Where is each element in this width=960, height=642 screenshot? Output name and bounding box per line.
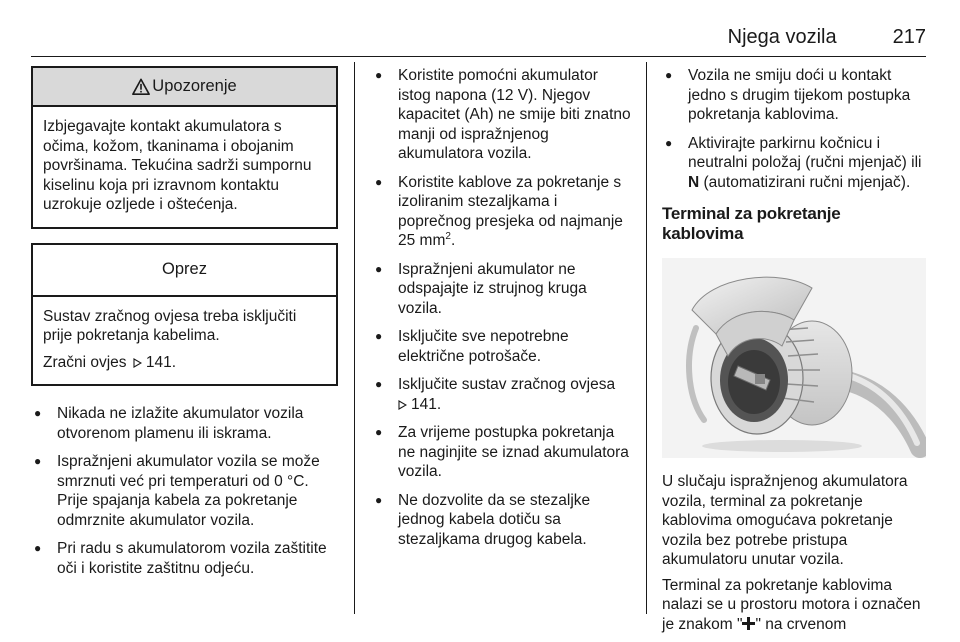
bullet-list [31, 404, 338, 578]
warning-triangle-icon [132, 78, 150, 96]
list-item: ● Isključite sve nepotrebne električne potrošače. [372, 327, 632, 366]
list-item: ● Ispražnjeni akumulator ne odspajajte iz strujnog kruga vozila. [372, 260, 632, 319]
page-reference-arrow-icon [133, 358, 142, 368]
column-2 [372, 62, 632, 558]
list-item: ● Ne dozvolite da se stezaljke jednog kabela dotiču sa stezaljkama drugog kabela. [372, 491, 632, 550]
caution-reference: Zračni ovjes 141. [43, 353, 177, 371]
bullet-list [372, 66, 632, 549]
terminal-cap-illustration [662, 258, 926, 458]
air-suspension-reference-page[interactable]: 141. [411, 395, 442, 413]
column-1 [31, 62, 338, 587]
column-divider [354, 62, 355, 614]
warning-box [31, 66, 338, 229]
list-item: ● Aktivirajte parkirnu kočnicu i neutralni položaj (ručni mjenjač) ili N (automatizirani ručni mjenjač). [662, 134, 926, 193]
section-subheading: Terminal za pokretanje kablovima [662, 204, 841, 243]
page-number: 217 [892, 26, 926, 48]
column-3 [662, 62, 926, 640]
warning-box-header [33, 68, 336, 107]
list-item: ● Nikada ne izlažite akumulator vozila otvorenom plamenu ili iskrama. [31, 404, 338, 443]
caution-box [31, 243, 338, 387]
warning-text: Izbjegavajte kontakt akumulatora s očima, kožom, tkaninama i obojanim površinama. Tekućina sadrži sumpornu kiselinu koja pri izravnom kontaktu uzrokuje ozljede i oštećenja. [43, 118, 312, 213]
list-item: ● Koristite pomoćni akumulator istog napona (12 V). Njegov kapacitet (Ah) ne smije biti znatno manji od ispražnjenog akumulatora vozila. [372, 66, 632, 164]
jump-start-terminal-illustration [662, 258, 926, 458]
caution-title: Oprez [162, 260, 207, 278]
warning-title: Upozorenje [152, 77, 237, 95]
list-item: ● Pri radu s akumulatorom vozila zaštitite oči i koristite zaštitnu odjeću. [31, 539, 338, 578]
column-divider [646, 62, 647, 614]
list-item: ● Koristite kablove za pokretanje s izoliranim stezaljkama i poprečnog presjeka od najmanje 25 $mm^2$. [372, 173, 632, 251]
bullet-list [662, 66, 926, 192]
list-item: ● Vozila ne smiju doći u kontakt jedno s drugim tijekom postupka pokretanja kablovima. [662, 66, 926, 125]
plus-symbol-icon [742, 617, 755, 630]
header-divider [31, 56, 926, 57]
list-item: ● Za vrijeme postupka pokretanja ne naginjite se iznad akumulatora vozila. [372, 423, 632, 482]
caution-box-header [33, 245, 336, 297]
paragraph: U slučaju ispražnjenog akumulatora vozila, terminal za pokretanje kablovima omogućava pokretanje vozila bez potrebe pristupa akumulatoru unutar vozila. [662, 473, 908, 568]
page-header [728, 26, 926, 49]
caution-text: Sustav zračnog ovjesa treba isključiti prije pokretanja kabelima. [43, 307, 297, 344]
page-reference-arrow-icon [398, 400, 407, 410]
section-title: Njega vozila [727, 26, 837, 48]
caution-reference-page[interactable]: 141. [145, 353, 177, 371]
list-item: ● Ispražnjeni akumulator vozila se može smrznuti već pri temperaturi od 0 °C. Prije spajanja kabela za pokretanje odmrznite akumulator vozila. [31, 452, 338, 530]
list-item: ● Isključite sustav zračnog ovjesa 141. [372, 375, 632, 414]
paragraph: Terminal za pokretanje kablovima nalazi se u prostoru motora i označen je znakom " " na crvenom [662, 576, 921, 633]
